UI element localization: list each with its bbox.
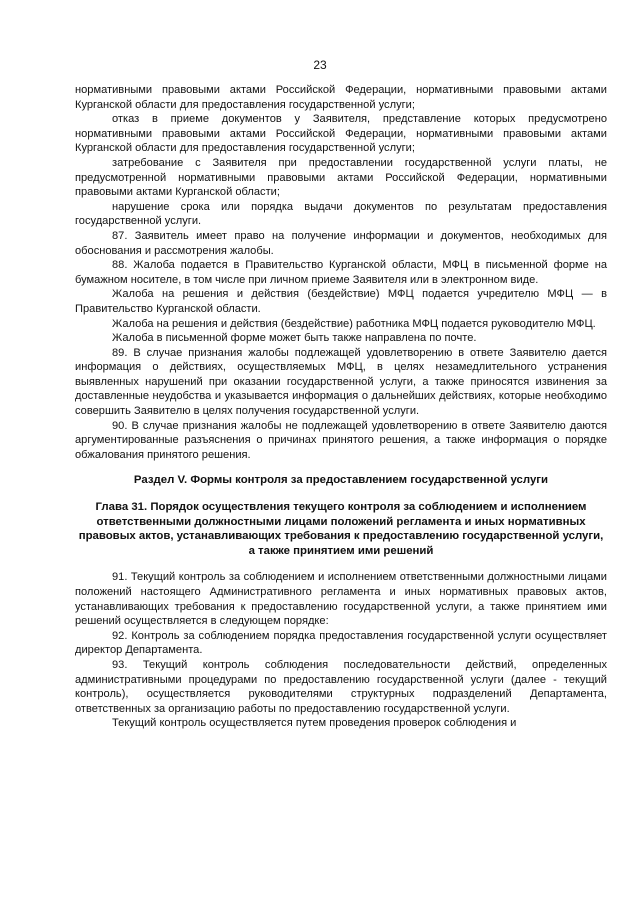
paragraph: 91. Текущий контроль за соблюдением и исполнением ответственными должностными лицами положений настоящего Административного регламента и иных нормативных правовых актов, устанавливающих требования к предоставлению государственной услуги, а также принятием ими решений осуществляется в следующем порядке: [75, 571, 607, 628]
paragraph: 93. Текущий контроль соблюдения последовательности действий, определенных административными процедурами по предоставлению государственной услуги (далее - текущий контроль), осуществляется руководителями структурных подразделений Департамента, ответственных за организацию работы по предоставлению государственной услуги. [75, 658, 607, 715]
document-body [75, 83, 607, 731]
paragraph: нарушение срока или порядка выдачи документов по результатам предоставления государственной услуги. [75, 200, 607, 228]
paragraph: 88. Жалоба подается в Правительство Курганской области, МФЦ в письменной форме на бумажном носителе, в том числе при личном приеме Заявителя или в электронном виде. [75, 259, 607, 286]
paragraphs-top [75, 83, 607, 462]
paragraph: отказ в приеме документов у Заявителя, представление которых предусмотрено нормативными правовыми актами Российской Федерации, нормативными правовыми актами Курганской области для предоставления государственной услуги; [75, 113, 607, 155]
paragraph: 92. Контроль за соблюдением порядка предоставления государственной услуги осуществляет директор Департамента. [75, 629, 607, 657]
page-number: 23 [313, 58, 327, 72]
chapter-heading: Глава 31. Порядок осуществления текущего контроля за соблюдением и исполнением ответственными должностными лицами положений регламента и иных нормативных правовых актов, устанавливающих требования к предоставлению государственной услуги, а также принятием ими решений [78, 501, 604, 557]
paragraph: 87. Заявитель имеет право на получение информации и документов, необходимых для обоснования и рассмотрения жалобы. [75, 229, 607, 257]
paragraph: затребование с Заявителя при предоставлении государственной услуги платы, не предусмотренной нормативными правовыми актами Российской Федерации, нормативными правовыми актами Курганской области; [75, 156, 607, 199]
paragraph: Текущий контроль осуществляется путем проведения проверок соблюдения и [112, 717, 517, 730]
paragraph: 90. В случае признания жалобы не подлежащей удовлетворению в ответе Заявителю даются аргументированные разъяснения о причинах принятого решения, а также информация о порядке обжалования принятого решения. [75, 419, 607, 461]
section-heading: Раздел V. Формы контроля за предоставлением государственной услуги [133, 474, 549, 487]
paragraph: нормативными правовыми актами Российской Федерации, нормативными правовыми актами Курганской области для предоставления государственной услуги; [75, 84, 607, 111]
paragraph: 89. В случае признания жалобы подлежащей удовлетворению в ответе Заявителю дается информация о действиях, осуществляемых МФЦ, в целях незамедлительного устранения выявленных нарушений при оказании государственной услуги, а также приносятся извинения за доставленные неудобства и указывается информация о дальнейших действиях, которые необходимо совершить Заявителю в целях получения государственной услуги. [75, 346, 607, 418]
paragraph: Жалоба на решения и действия (бездействие) работника МФЦ подается руководителю МФЦ. [112, 317, 596, 330]
paragraphs-bottom [75, 570, 607, 731]
paragraph: Жалоба в письменной форме может быть также направлена по почте. [112, 332, 477, 345]
paragraph: Жалоба на решения и действия (бездействие) МФЦ подается учредителю МФЦ — в Правительство Курганской области. [75, 288, 607, 315]
